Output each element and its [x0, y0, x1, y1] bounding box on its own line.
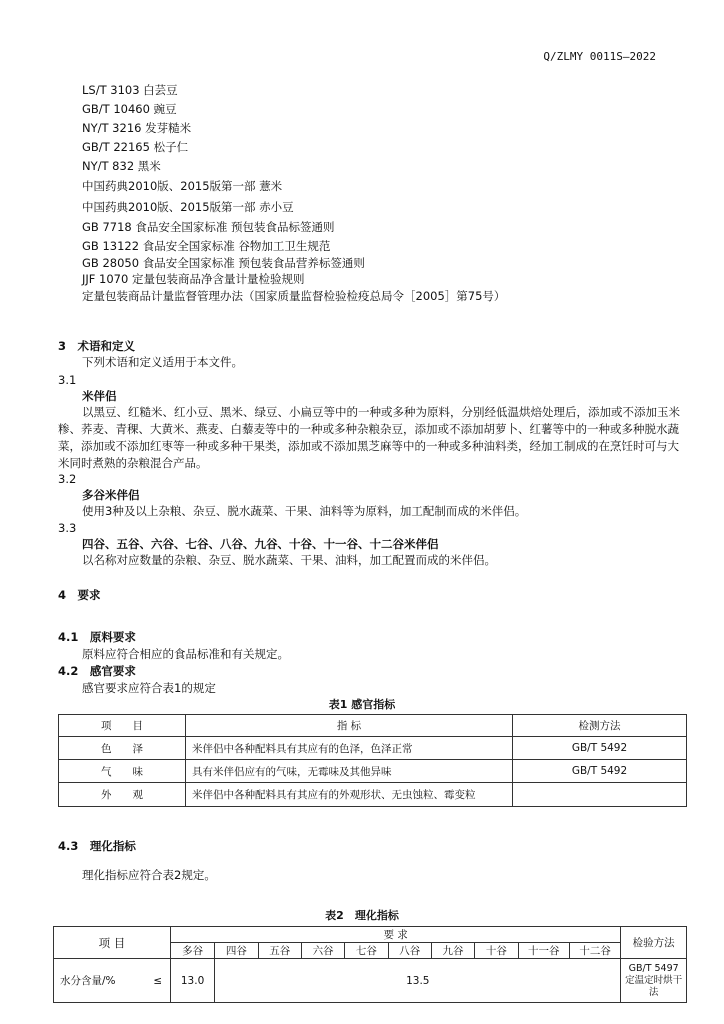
- clause-4-1-text: 原料应符合相应的食品标准和有关规定。: [82, 647, 289, 661]
- reference-item: GB/T 22165 松子仁: [82, 140, 189, 154]
- table-row: [54, 959, 687, 1003]
- clause-4-2-heading: 4.2 感官要求: [58, 664, 136, 678]
- reference-item: NY/T 3216 发芽糙米: [82, 121, 192, 135]
- reference-item: GB 7718 食品安全国家标准 预包装食品标签通则: [82, 220, 335, 234]
- table-cell: 气 味: [59, 760, 186, 783]
- table-row: [59, 737, 687, 760]
- section-4-heading: 4 要求: [58, 588, 101, 602]
- grain-header-cell: 八谷: [388, 943, 431, 959]
- table-cell: 外 观: [59, 783, 186, 807]
- reference-item: GB 28050 食品安全国家标准 预包装食品营养标签通则: [82, 256, 365, 270]
- clause-3-2-number: 3.2: [58, 472, 77, 486]
- grain-header-cell: 九谷: [431, 943, 474, 959]
- reference-item: GB/T 10460 豌豆: [82, 102, 177, 116]
- table-cell: 具有米伴侣应有的气味，无霉味及其他异味: [186, 760, 513, 783]
- table-1-caption: 表1 感官指标: [328, 698, 396, 711]
- table-cell: 13.0: [170, 959, 214, 1003]
- table-cell: 水分含量/%: [54, 959, 146, 1003]
- clause-3-1-definition: 以黑豆、红糙米、红小豆、黑米、绿豆、小扁豆等中的一种或多种为原料，分别经低温烘焙处理后，添加或不添加玉米糁、荞麦、青稞、大黄米、燕麦、白藜麦等中的一种或多种杂粮杂豆，添加或不添加胡萝卜、红薯等中的一种或多种脱水蔬菜，添加或不添加红枣等一种或多种干果类，添加或不添加黑芝麻等中的一种或多种油料类，经加工制成的在烹饪时可与大米同时煮熟的杂粮混合产品。: [58, 405, 680, 470]
- doc-code: Q/ZLMY 0011S—2022: [543, 50, 656, 63]
- clause-3-1-number: 3.1: [58, 373, 77, 387]
- clause-3-2-definition: 使用3种及以上杂粮、杂豆、脱水蔬菜、干果、油料等为原料，加工配制而成的米伴侣。: [82, 504, 527, 518]
- table-header-row: [54, 927, 687, 943]
- clause-3-1-term: 米伴侣: [82, 389, 117, 403]
- grain-header-cell: 四谷: [215, 943, 258, 959]
- reference-item: JJF 1070 定量包装商品净含量计量检验规则: [82, 272, 305, 286]
- grain-header-cell: 五谷: [258, 943, 301, 959]
- grain-header-cell: 六谷: [301, 943, 344, 959]
- table-cell: 米伴侣中各种配料具有其应有的外观形状、无虫蚀粒、霉变粒: [186, 783, 513, 807]
- table-cell: ≤: [146, 959, 171, 1003]
- table-2-caption: 表2 理化指标: [325, 909, 399, 922]
- grain-header-cell: 七谷: [345, 943, 388, 959]
- table-row: [59, 760, 687, 783]
- table-cell: 13.5: [215, 959, 621, 1003]
- grain-header-cell: 十谷: [475, 943, 518, 959]
- reference-item: 中国药典2010版、2015版第一部 赤小豆: [82, 200, 294, 214]
- grain-header-cell: 多谷: [170, 943, 214, 959]
- clause-3-3-term: 四谷、五谷、六谷、七谷、八谷、九谷、十谷、十一谷、十二谷米伴侣: [82, 537, 439, 551]
- clause-3-2-term: 多谷米伴侣: [82, 488, 140, 502]
- section-3-heading: 3 术语和定义: [58, 339, 136, 353]
- reference-item: 中国药典2010版、2015版第一部 薏米: [82, 179, 283, 193]
- section-3-intro: 下列术语和定义适用于本文件。: [82, 355, 243, 369]
- table-row: [59, 783, 687, 807]
- table-header-cell: 项 目: [54, 927, 171, 959]
- clause-4-2-text: 感官要求应符合表1的规定: [82, 681, 216, 695]
- table-cell: [513, 783, 687, 807]
- clause-4-3-heading: 4.3 理化指标: [58, 839, 136, 853]
- table-header-cell: 指 标: [186, 715, 513, 737]
- table-header-row: [59, 715, 687, 737]
- reference-item: 定量包装商品计量监督管理办法（国家质量监督检验检疫总局令［2005］第75号）: [82, 289, 506, 303]
- table-cell: 色 泽: [59, 737, 186, 760]
- table-cell: GB/T 5492: [513, 760, 687, 783]
- reference-item: LS/T 3103 白芸豆: [82, 83, 178, 97]
- table-cell: GB/T 5492: [513, 737, 687, 760]
- grain-header-cell: 十一谷: [518, 943, 569, 959]
- reference-item: NY/T 832 黑米: [82, 159, 161, 173]
- clause-4-1-heading: 4.1 原料要求: [58, 630, 136, 644]
- table-cell: 米伴侣中各种配料具有其应有的色泽，色泽正常: [186, 737, 513, 760]
- table-header-cell: 检验方法: [621, 927, 687, 959]
- clause-3-3-definition: 以名称对应数量的杂粮、杂豆、脱水蔬菜、干果、油料，加工配置而成的米伴侣。: [82, 553, 496, 567]
- table-header-cell: 检测方法: [513, 715, 687, 737]
- clause-3-3-number: 3.3: [58, 521, 77, 535]
- table-1-sensory: [58, 714, 687, 807]
- table-header-cell: 要 求: [170, 927, 620, 943]
- table-2-physicochemical: [53, 926, 687, 1003]
- clause-4-3-text: 理化指标应符合表2规定。: [82, 868, 216, 882]
- reference-item: GB 13122 食品安全国家标准 谷物加工卫生规范: [82, 239, 331, 253]
- table-cell: GB/T 5497 定温定时烘干法: [621, 959, 687, 1003]
- grain-header-cell: 十二谷: [569, 943, 620, 959]
- table-header-cell: 项 目: [59, 715, 186, 737]
